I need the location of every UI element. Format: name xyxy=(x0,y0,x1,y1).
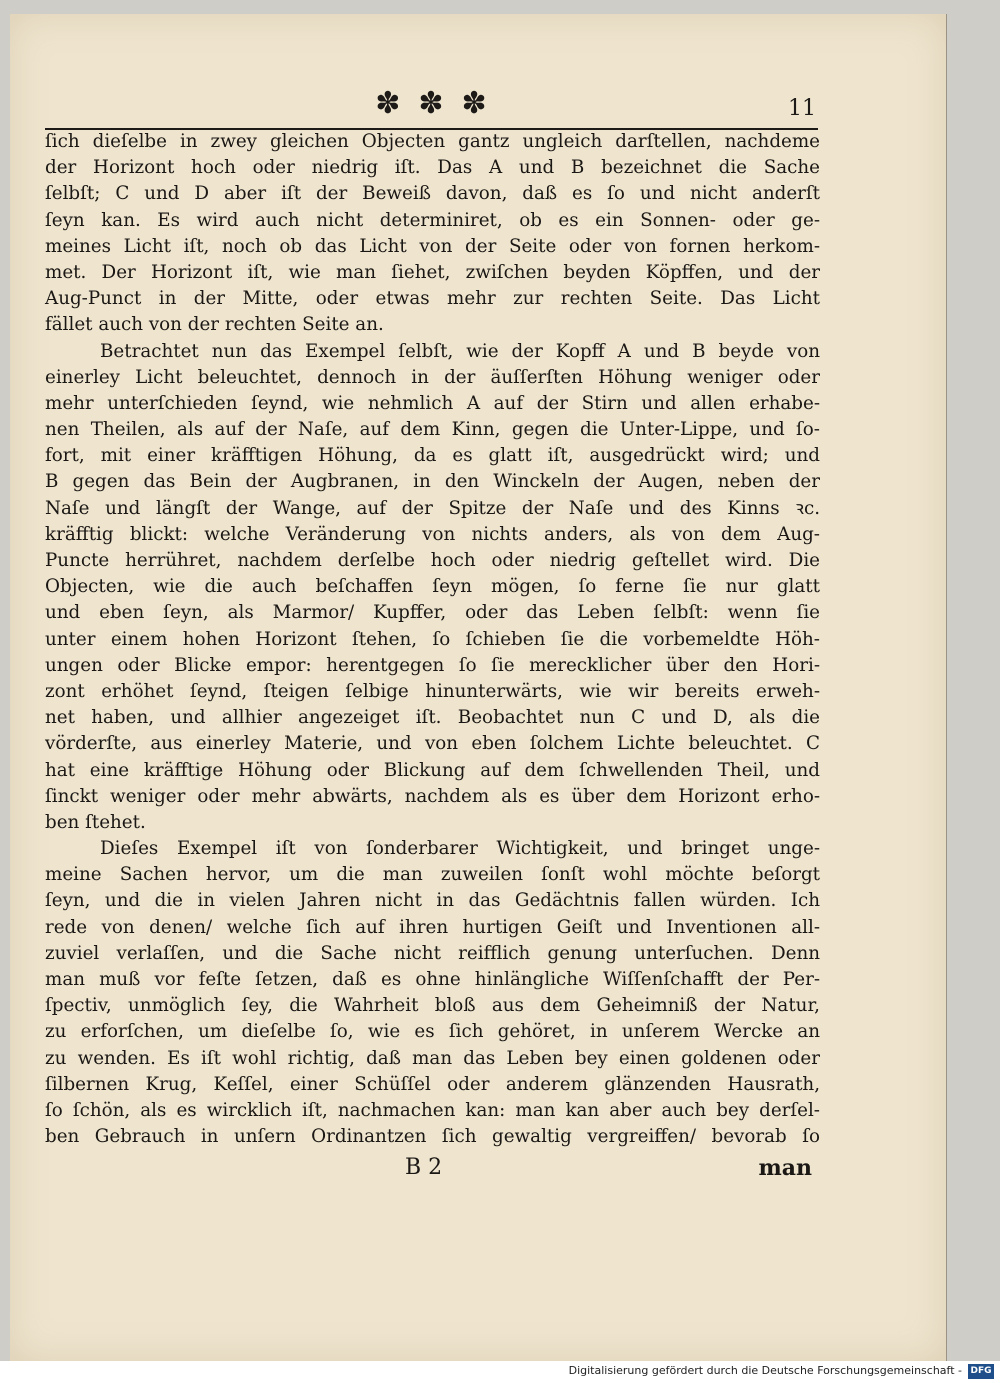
text-line: und eben ſeyn, als Marmor/ Kupffer, oder das Leben ſelbſt: wenn ſie xyxy=(45,602,820,624)
text-line: ſo ſchön, als es wircklich iſt, nachmachen kan: man kan aber auch bey derſel- xyxy=(45,1099,820,1121)
text-line: zuviel verlaſſen, und die Sache nicht reifflich genung unterſuchen. Denn xyxy=(45,942,820,964)
text-line: kräfftig blickt: welche Veränderung von nichts anders, als von dem Aug- xyxy=(45,523,820,545)
text-line: ſich dieſelbe in zwey gleichen Objecten gantz ungleich darſtellen, nachdeme xyxy=(45,131,820,152)
text-line: meine Sachen hervor, um die man zuweilen ſonſt wohl möchte beſorgt xyxy=(45,864,820,886)
text-line: Betrachtet nun das Exempel ſelbſt, wie der Kopff A und B beyde von xyxy=(100,340,820,362)
catchword: man xyxy=(758,1155,812,1181)
page-footer xyxy=(45,1153,820,1187)
text-line: zont erhöhet ſeynd, ſteigen ſelbige hinunterwärts, wie wir bereits erweh- xyxy=(45,680,820,702)
text-line: ſilbernen Krug, Keſſel, einer Schüſſel oder anderem glänzenden Hausrath, xyxy=(45,1073,820,1095)
page-number: 11 xyxy=(788,96,816,121)
text-line: einerley Licht beleuchtet, dennoch in der äuſſerſten Höhung weniger oder xyxy=(45,366,820,388)
text-line: Aug-Punct in der Mitte, oder etwas mehr zur rechten Seite. Das Licht xyxy=(45,288,820,310)
text-line: hat eine kräfftige Höhung oder Blickung auf dem ſchwellenden Theil, und xyxy=(45,759,820,781)
text-line: ſeyn, und die in vielen Jahren nicht in das Gedächtnis fallen würden. Ich xyxy=(45,890,820,912)
signature-mark: B 2 xyxy=(405,1155,443,1180)
dfg-logo: DFG xyxy=(968,1364,994,1379)
text-line: unter einem hohen Horizont ſtehen, ſo ſchieben ſie die vorbemeldte Höh- xyxy=(45,628,820,650)
page-body xyxy=(45,129,820,1150)
text-line: zu erforſchen, um dieſelbe ſo, wie es ſich gehöret, in unſerem Wercke an xyxy=(45,1021,820,1043)
text-line: vörderſte, aus einerley Materie, und von eben ſolchem Lichte beleuchtet. C xyxy=(45,733,820,755)
text-line: Puncte herrühret, nachdem derſelbe hoch oder niedrig geſtellet wird. Die xyxy=(45,550,820,571)
funding-note: Digitalisierung gefördert durch die Deutsche Forschungsgemeinschaft - xyxy=(568,1364,962,1377)
text-line: meines Licht iſt, noch ob das Licht von der Seite oder von fornen herkom- xyxy=(45,235,820,257)
text-line: net haben, und allhier angezeiget iſt. Beobachtet nun C und D, als die xyxy=(45,707,820,729)
text-line: met. Der Horizont iſt, wie man ſiehet, zwiſchen beyden Köpffen, und der xyxy=(45,261,820,283)
text-line: zu wenden. Es iſt wohl richtig, daß man das Leben bey einen goldenen oder xyxy=(45,1047,820,1069)
text-line: B gegen das Bein der Augbranen, in den Winckeln der Augen, neben der xyxy=(45,471,820,493)
funding-bar xyxy=(0,1361,1000,1383)
text-line: fället auch von der rechten Seite an. xyxy=(45,314,384,336)
text-line: man muß vor feſte ſetzen, daß es ohne hinlängliche Wiſſenſchafft der Per- xyxy=(45,969,820,990)
text-line: Naſe und längſt der Wange, auf der Spitze der Naſe und des Kinns ꝛc. xyxy=(45,497,820,519)
text-line: mehr unterſchieden ſeynd, wie nehmlich A auf der Stirn und allen erhabe- xyxy=(45,392,820,414)
text-line: ſinckt weniger oder mehr abwärts, nachdem als es über dem Horizont erho- xyxy=(45,785,820,807)
header-ornament: ✽✽✽ xyxy=(375,86,505,121)
text-line: ungen oder Blicke empor: herentgegen ſo ſie merecklicher über den Hori- xyxy=(45,654,820,676)
text-line: ſelbſt; C und D aber iſt der Beweiß davon, daß es ſo und nicht anderſt xyxy=(45,183,820,205)
text-line: rede von denen/ welche ſich auf ihren hurtigen Geiſt und Inventionen all- xyxy=(45,916,820,938)
text-line: ſpectiv, unmöglich ſey, die Wahrheit bloß aus dem Geheimniß der Natur, xyxy=(45,995,820,1017)
text-line: der Horizont hoch oder niedrig iſt. Das A und B bezeichnet die Sache xyxy=(45,157,820,179)
text-line: nen Theilen, als auf der Naſe, auf dem Kinn, gegen die Unter-Lippe, und ſo- xyxy=(45,419,820,441)
text-line: ſeyn kan. Es wird auch nicht determiniret, ob es ein Sonnen- oder ge- xyxy=(45,209,820,231)
text-line: fort, mit einer kräfftigen Höhung, da es glatt iſt, ausgedrückt wird; und xyxy=(45,445,820,467)
text-line: ben Gebrauch in unſern Ordinantzen ſich gewaltig vergreiffen/ bevorab ſo xyxy=(45,1126,820,1148)
text-line: Objecten, wie die auch beſchaffen ſeyn mögen, ſo ferne ſie nur glatt xyxy=(45,576,820,598)
text-line: ben ſtehet. xyxy=(45,811,146,833)
text-line: Dieſes Exempel iſt von ſonderbarer Wichtigkeit, und bringet unge- xyxy=(100,838,820,860)
